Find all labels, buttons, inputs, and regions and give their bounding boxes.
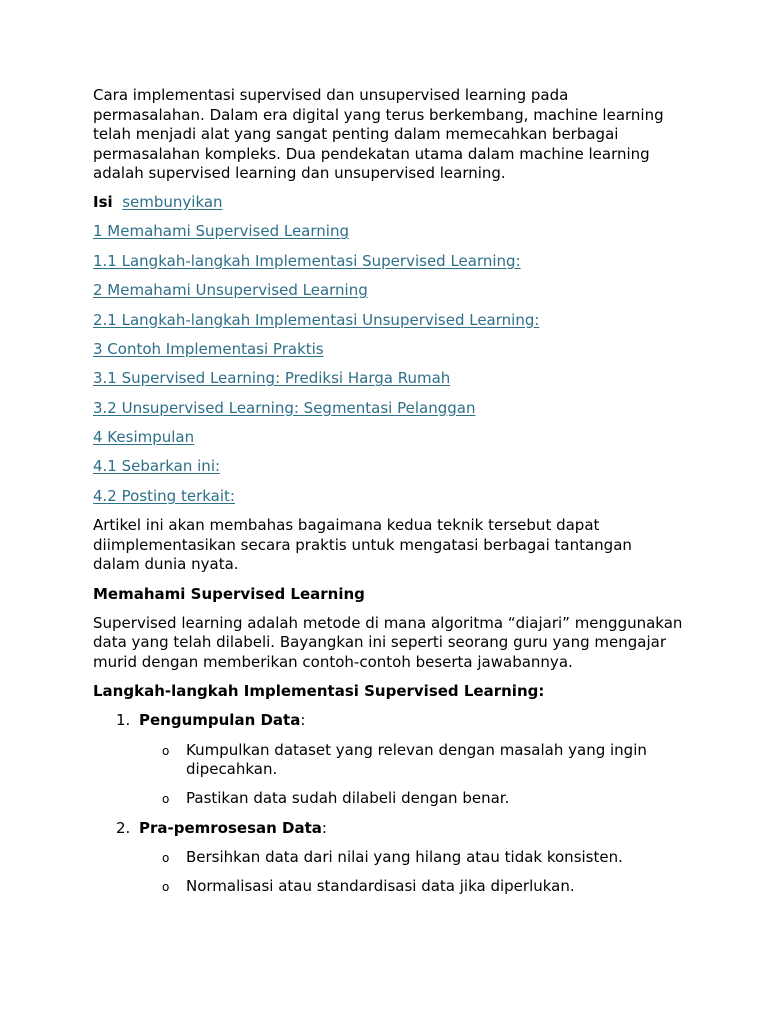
toc-link-1-1[interactable]: 1.1 Langkah-langkah Implementasi Supervised Learning: xyxy=(93,251,521,270)
toc-toggle-link[interactable]: sembunyikan xyxy=(122,192,223,211)
step-colon: : xyxy=(321,818,327,837)
sub-item-text: Bersihkan data dari nilai yang hilang atau tidak konsisten. xyxy=(186,847,623,866)
step-number: 1. xyxy=(116,711,131,730)
toc-link-2-1[interactable]: 2.1 Langkah-langkah Implementasi Unsupervised Learning: xyxy=(93,310,540,329)
step-colon: : xyxy=(300,711,306,730)
toc-link-4-1[interactable]: 4.1 Sebarkan ini: xyxy=(93,457,221,476)
supervised-description: Supervised learning adalah metode di mana algoritma “diajari” menggunakan data yang telah dilabeli. Bayangkan ini seperti seorang guru yang mengajar murid dengan memberikan contoh-contoh beserta jawabannya. xyxy=(93,613,683,672)
article-body xyxy=(93,86,683,906)
step-item xyxy=(93,819,683,839)
step-label: Pra-pemrosesan Data xyxy=(139,818,322,837)
intro-paragraph: Cara implementasi supervised dan unsupervised learning pada permasalahan. Dalam era digital yang terus berkembang, machine learning telah menjadi alat yang sangat penting dalam memecahkan berbagai permasalahan kompleks. Dua pendekatan utama dalam machine learning adalah supervised learning dan unsupervised learning. xyxy=(93,86,664,183)
article-intro-paragraph: Artikel ini akan membahas bagaimana kedua teknik tersebut dapat diimplementasikan secara praktis untuk mengatasi berbagai tantangan dalam dunia nyata. xyxy=(93,516,632,574)
step-number: 2. xyxy=(116,818,131,837)
sub-item xyxy=(93,789,683,809)
steps-list xyxy=(93,711,683,731)
hollow-bullet-icon: o xyxy=(162,792,170,807)
sub-item xyxy=(93,877,683,897)
hollow-bullet-icon: o xyxy=(162,879,170,894)
toc-link-3[interactable]: 3 Contoh Implementasi Praktis xyxy=(93,339,324,358)
toc-link-3-1[interactable]: 3.1 Supervised Learning: Prediksi Harga Rumah xyxy=(93,369,451,388)
toc-link-4-2[interactable]: 4.2 Posting terkait: xyxy=(93,486,235,505)
toc-link-2[interactable]: 2 Memahami Unsupervised Learning xyxy=(93,281,368,300)
section-heading-supervised: Memahami Supervised Learning xyxy=(93,584,365,603)
toc-link-4[interactable]: 4 Kesimpulan xyxy=(93,428,195,447)
toc-link-3-2[interactable]: 3.2 Unsupervised Learning: Segmentasi Pelanggan xyxy=(93,398,476,417)
step-label: Pengumpulan Data xyxy=(139,711,301,730)
hollow-bullet-icon: o xyxy=(162,743,170,758)
sub-item-text: Kumpulkan dataset yang relevan dengan masalah yang ingin dipecahkan. xyxy=(186,740,647,779)
sub-list xyxy=(93,741,683,809)
sub-item xyxy=(93,848,683,868)
sub-list xyxy=(93,848,683,897)
toc-link-1[interactable]: 1 Memahami Supervised Learning xyxy=(93,222,349,241)
sub-item-text: Pastikan data sudah dilabeli dengan benar. xyxy=(186,789,510,808)
sub-item-text: Normalisasi atau standardisasi data jika diperlukan. xyxy=(186,876,575,895)
toc-heading: Isi xyxy=(93,192,113,211)
sub-item xyxy=(93,741,683,780)
hollow-bullet-icon: o xyxy=(162,850,170,865)
step-item xyxy=(93,711,683,731)
steps-heading: Langkah-langkah Implementasi Supervised Learning: xyxy=(93,682,545,701)
toc-header xyxy=(93,193,683,213)
steps-list xyxy=(93,819,683,839)
